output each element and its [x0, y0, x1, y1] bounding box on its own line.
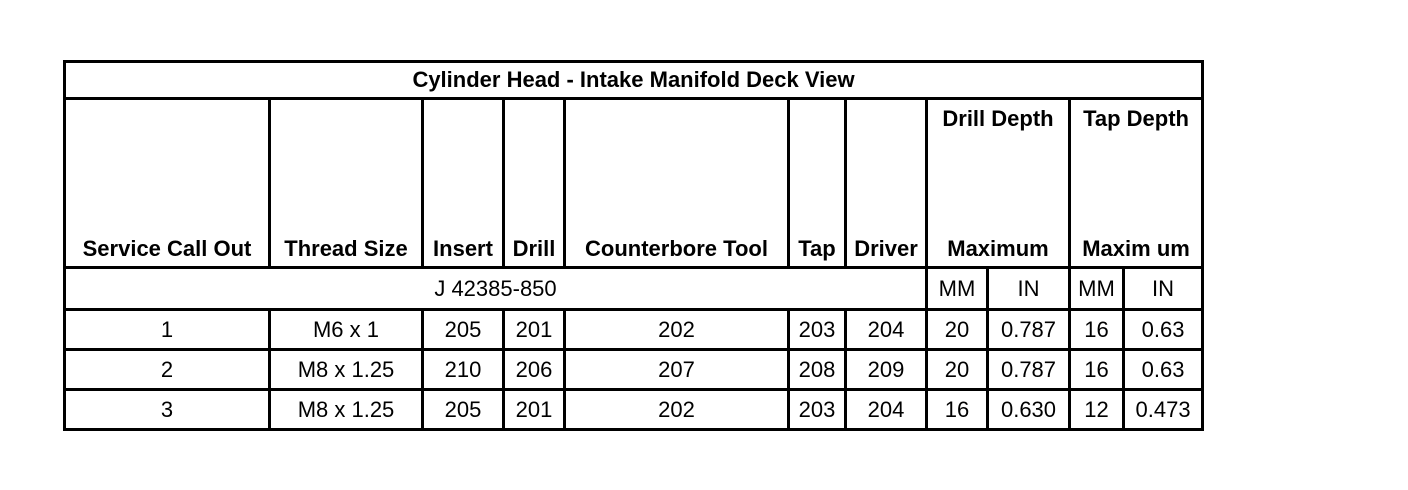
- unit-tap-mm: MM: [1070, 268, 1124, 310]
- cell-drill: 201: [504, 390, 565, 430]
- thread-repair-table: [63, 60, 1204, 431]
- unit-drill-mm: MM: [927, 268, 988, 310]
- tool-kit-row: [65, 268, 1203, 310]
- cell-tap-in: 0.63: [1124, 310, 1203, 350]
- cell-drill-in: 0.787: [988, 350, 1070, 390]
- cell-drill: 201: [504, 310, 565, 350]
- cell-driver: 204: [846, 390, 927, 430]
- header-driver: Driver: [846, 99, 927, 268]
- cell-drill-mm: 20: [927, 310, 988, 350]
- cell-thread-size: M6 x 1: [270, 310, 423, 350]
- cell-insert: 210: [423, 350, 504, 390]
- cell-call-out: 2: [65, 350, 270, 390]
- cell-tap: 203: [789, 310, 846, 350]
- header-tap-depth-maximum: Maxim um: [1070, 224, 1203, 268]
- cell-call-out: 1: [65, 310, 270, 350]
- title-row: [65, 62, 1203, 99]
- cell-tap-mm: 16: [1070, 310, 1124, 350]
- header-drill-depth-maximum: Maximum: [927, 224, 1070, 268]
- cell-drill-in: 0.787: [988, 310, 1070, 350]
- cell-driver: 204: [846, 310, 927, 350]
- cell-tap-mm: 16: [1070, 350, 1124, 390]
- cell-counterbore: 202: [565, 310, 789, 350]
- cell-thread-size: M8 x 1.25: [270, 350, 423, 390]
- table-row: [65, 390, 1203, 430]
- table-title: Cylinder Head - Intake Manifold Deck View: [65, 62, 1203, 99]
- cell-driver: 209: [846, 350, 927, 390]
- table-row: [65, 350, 1203, 390]
- header-drill-depth: Drill Depth: [927, 99, 1070, 224]
- cell-counterbore: 202: [565, 390, 789, 430]
- tool-kit-number: J 42385-850: [65, 268, 927, 310]
- unit-drill-in: IN: [988, 268, 1070, 310]
- cell-call-out: 3: [65, 390, 270, 430]
- cell-tap: 203: [789, 390, 846, 430]
- header-tap: Tap: [789, 99, 846, 268]
- cell-thread-size: M8 x 1.25: [270, 390, 423, 430]
- unit-tap-in: IN: [1124, 268, 1203, 310]
- header-drill: Drill: [504, 99, 565, 268]
- cell-drill-mm: 16: [927, 390, 988, 430]
- header-thread-size: Thread Size: [270, 99, 423, 268]
- table-row: [65, 310, 1203, 350]
- cell-insert: 205: [423, 390, 504, 430]
- header-tap-depth: Tap Depth: [1070, 99, 1203, 224]
- cell-tap-mm: 12: [1070, 390, 1124, 430]
- header-insert: Insert: [423, 99, 504, 268]
- header-service-call-out: Service Call Out: [65, 99, 270, 268]
- cell-tap-in: 0.473: [1124, 390, 1203, 430]
- header-row: [65, 99, 1203, 224]
- cell-insert: 205: [423, 310, 504, 350]
- cell-tap: 208: [789, 350, 846, 390]
- cell-tap-in: 0.63: [1124, 350, 1203, 390]
- cell-drill-in: 0.630: [988, 390, 1070, 430]
- cell-counterbore: 207: [565, 350, 789, 390]
- cell-drill: 206: [504, 350, 565, 390]
- cell-drill-mm: 20: [927, 350, 988, 390]
- header-counterbore-tool: Counterbore Tool: [565, 99, 789, 268]
